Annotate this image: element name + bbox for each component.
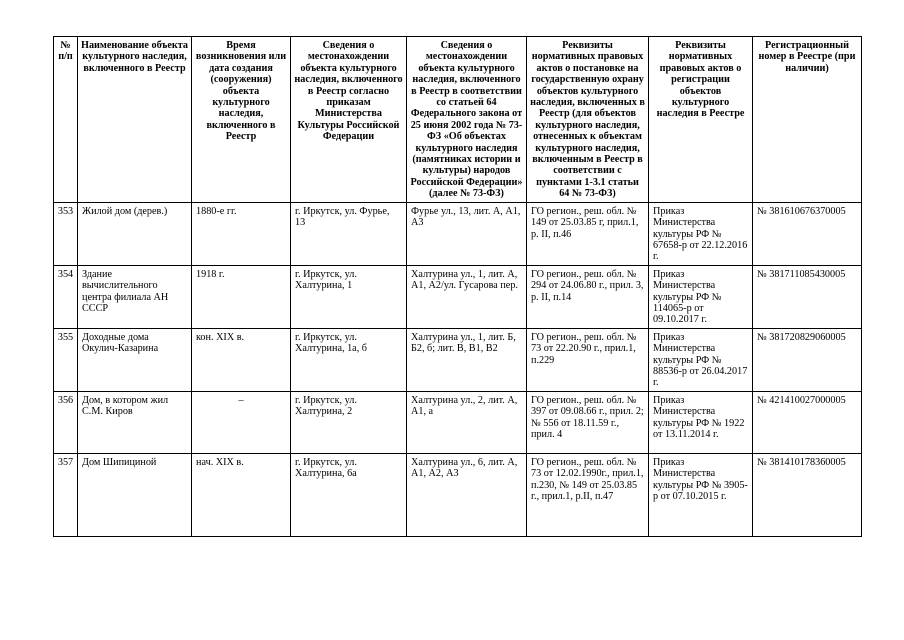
cell-protection-acts: ГО регион., реш. обл. № 73 от 22.20.90 г., прил.1, п.229 (527, 328, 649, 391)
cell-protection-acts: ГО регион., реш. обл. № 149 от 25.03.85 г, прил.1, р. II, п.46 (527, 202, 649, 265)
cell-registration-acts: Приказ Министерства культуры РФ № 1922 от 13.11.2014 г. (649, 391, 753, 453)
cell-location: г. Иркутск, ул. Фурье, 13 (291, 202, 407, 265)
cell-registration-acts: Приказ Министерства культуры РФ № 67658-р от 22.12.2016 г. (649, 202, 753, 265)
header-num: № п/п (54, 37, 78, 203)
cell-location-law: Фурье ул., 13, лит. А, А1, А3 (407, 202, 527, 265)
table-row (54, 391, 862, 453)
cell-location-law: Халтурина ул., 1, лит. А, А1, А2/ул. Гусарова пер. (407, 265, 527, 328)
cell-name: Дом, в котором жил С.М. Киров (78, 391, 192, 453)
cell-num: 356 (54, 391, 78, 453)
header-location-law: Сведения о местонахождении объекта культурного наследия, включенного в Реестр в соответствии со статьей 64 Федерального закона от 25 июня 2002 года № 73-ФЗ «Об объектах культурного наследия (памятниках истории и культуры) народов Российской Федерации» (далее № 73-ФЗ) (407, 37, 527, 203)
cell-protection-acts: ГО регион., реш. обл. № 294 от 24.06.80 г., прил. 3, р. II, п.14 (527, 265, 649, 328)
heritage-register-page (53, 36, 861, 537)
cell-date: – (192, 391, 291, 453)
cell-name: Дом Шипициной (78, 453, 192, 536)
cell-registration-acts: Приказ Министерства культуры РФ № 114065-р от 09.10.2017 г. (649, 265, 753, 328)
cell-location-law: Халтурина ул., 1, лит. Б, Б2, б; лит. В, В1, В2 (407, 328, 527, 391)
table-row (54, 265, 862, 328)
cell-registration-acts: Приказ Министерства культуры РФ № 88536-р от 26.04.2017 г. (649, 328, 753, 391)
cell-location-law: Халтурина ул., 2, лит. А, А1, а (407, 391, 527, 453)
cell-reg-number: № 381410178360005 (753, 453, 862, 536)
cell-date: нач. XIX в. (192, 453, 291, 536)
cell-name: Жилой дом (дерев.) (78, 202, 192, 265)
cell-registration-acts: Приказ Министерства культуры РФ № 3905-р от 07.10.2015 г. (649, 453, 753, 536)
cell-protection-acts: ГО регион., реш. обл. № 397 от 09.08.66 г., прил. 2; № 556 от 18.11.59 г., прил. 4 (527, 391, 649, 453)
header-date: Время возникновения или дата создания (сооружения) объекта культурного наследия, включенного в Реестр (192, 37, 291, 203)
cell-num: 353 (54, 202, 78, 265)
cell-protection-acts: ГО регион., реш. обл. № 73 от 12.02.1990г., прил.1, п.230, № 149 от 25.03.85 г., прил.1, р.II, п.47 (527, 453, 649, 536)
header-location: Сведения о местонахождении объекта культурного наследия, включенного в Реестр согласно приказам Министерства Культуры Российской Федерации (291, 37, 407, 203)
cell-location-law: Халтурина ул., 6, лит. А, А1, А2, А3 (407, 453, 527, 536)
heritage-register-table (53, 36, 862, 537)
header-name: Наименование объекта культурного наследия, включенного в Реестр (78, 37, 192, 203)
header-reg-number: Регистрационный номер в Реестре (при наличии) (753, 37, 862, 203)
cell-num: 357 (54, 453, 78, 536)
table-row (54, 202, 862, 265)
cell-location: г. Иркутск, ул. Халтурина, 2 (291, 391, 407, 453)
cell-date: 1918 г. (192, 265, 291, 328)
cell-location: г. Иркутск, ул. Халтурина, 1а, б (291, 328, 407, 391)
cell-reg-number: № 381610676370005 (753, 202, 862, 265)
cell-num: 355 (54, 328, 78, 391)
cell-date: 1880-е гг. (192, 202, 291, 265)
table-header-row (54, 37, 862, 203)
header-protection-acts: Реквизиты нормативных правовых актов о постановке на государственную охрану объектов культурного наследия, включенных в Реестр (для объектов культурного наследия, отнесенных к объектам культурного наследия, включенным в Реестр в соответствии с пунктами 1-3.1 статьи 64 № 73-ФЗ) (527, 37, 649, 203)
cell-name: Доходные дома Окулич-Казарина (78, 328, 192, 391)
cell-name: Здание вычислительного центра филиала АН СССР (78, 265, 192, 328)
cell-date: кон. XIX в. (192, 328, 291, 391)
cell-location: г. Иркутск, ул. Халтурина, 1 (291, 265, 407, 328)
cell-num: 354 (54, 265, 78, 328)
cell-reg-number: № 381720829060005 (753, 328, 862, 391)
cell-reg-number: № 381711085430005 (753, 265, 862, 328)
table-row (54, 453, 862, 536)
table-row (54, 328, 862, 391)
cell-location: г. Иркутск, ул. Халтурина, 6а (291, 453, 407, 536)
cell-reg-number: № 421410027000005 (753, 391, 862, 453)
header-registration-acts: Реквизиты нормативных правовых актов о регистрации объектов культурного наследия в Реестре (649, 37, 753, 203)
